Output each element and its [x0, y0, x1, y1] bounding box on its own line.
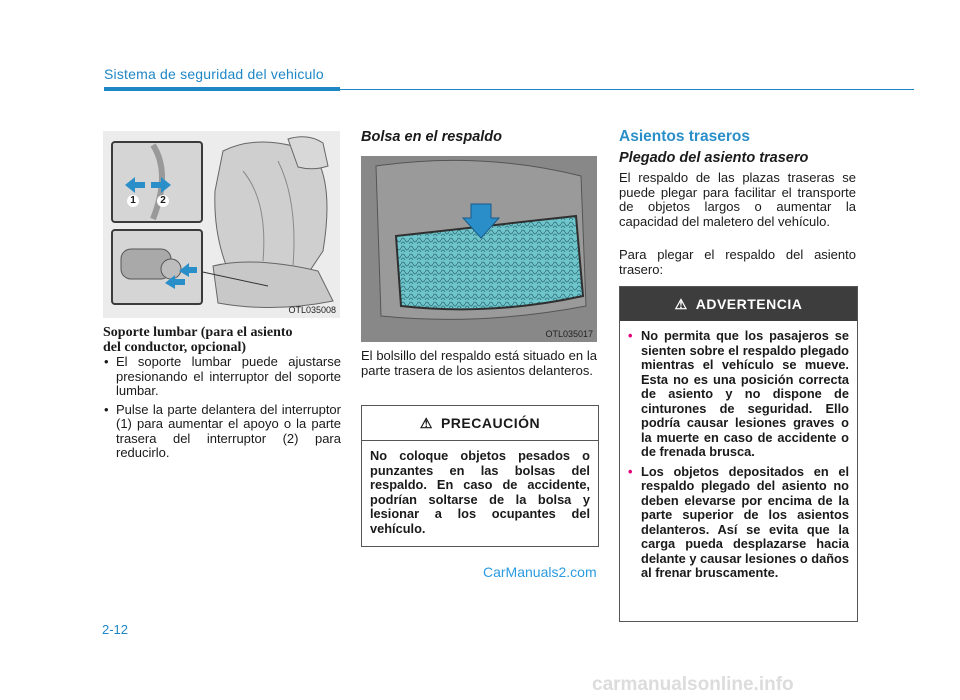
seatback-pocket-figure [361, 156, 597, 342]
caution-divider [362, 440, 598, 441]
watermark-carmanuals2[interactable]: CarManuals2.com [483, 564, 597, 580]
folding-paragraph-2: Para plegar el respaldo del asiento trasero: [619, 247, 856, 277]
backrest-pocket-body: El bolsillo del respaldo está situado en la parte trasera de los asientos delanteros. [361, 348, 597, 378]
warning-box [619, 286, 858, 622]
warning-title: ADVERTENCIA [695, 296, 803, 312]
control-arrow-icon-2 [179, 263, 197, 277]
lumbar-arrows-graphic [113, 143, 201, 221]
label-2: 2 [157, 195, 169, 207]
caution-box [361, 405, 599, 547]
arrow-left-icon [125, 177, 145, 193]
pocket-illustration [361, 156, 597, 342]
warning-list [620, 321, 857, 581]
list-item: • Los objetos depositados en el respaldo plegado del asiento no deben elevarse por encima de la parte superior de los asientos delanteros. Así se evita que la carga pueda desplazarse hacia delante y causar lesiones o daños al frenar bruscamente. [628, 465, 849, 581]
arrow-right-icon [151, 177, 171, 193]
figure-code: OTL035017 [545, 329, 593, 339]
caution-title: PRECAUCIÓN [440, 415, 541, 431]
section-title: Sistema de seguridad del vehiculo [104, 66, 324, 82]
lumbar-bullets [103, 355, 341, 465]
header-rule-thick [104, 87, 340, 91]
page-number: 2-12 [102, 622, 129, 637]
seat-control-graphic [113, 231, 201, 303]
caution-body: No coloque objetos pesados o punzantes en las bolsas del respaldo. En caso de accidente, podrían soltarse de la bolsa y lesionar a los ocupantes del vehículo. [370, 448, 590, 536]
figure-code: OTL035008 [288, 305, 336, 315]
header-rule-thin [340, 89, 914, 90]
caution-header [362, 406, 598, 440]
lumbar-support-figure [103, 131, 340, 318]
backrest-pocket-heading: Bolsa en el respaldo [361, 129, 503, 145]
warning-triangle-icon: ⚠ [419, 414, 433, 431]
list-item: • No permita que los pasajeros se sienten sobre el respaldo plegado mientras el vehículo se mueve. Esta no es una posición correcta de asiento y no dispone de cinturones de seguridad. Ello podría causar lesiones graves o la muerte en caso de accidente o de frenada brusca. [628, 329, 849, 460]
list-item: • Pulse la parte delantera del interruptor (1) para aumentar el apoyo o la parte trasera del interruptor (2) para reducirlo. [103, 403, 341, 461]
rear-seats-heading: Asientos traseros [619, 128, 750, 145]
lumbar-switch-inset [111, 141, 203, 223]
folding-heading: Plegado del asiento trasero [619, 150, 809, 166]
watermark-carmanualsonline: carmanualsonline.info [592, 674, 794, 695]
lumbar-heading: Soporte lumbar (para el asiento del conductor, opcional) [103, 325, 293, 355]
list-item: • El soporte lumbar puede ajustarse presionando el interruptor del soporte lumbar. [103, 355, 341, 399]
warning-header [620, 287, 857, 321]
label-1: 1 [127, 195, 139, 207]
seat-control-inset [111, 229, 203, 305]
folding-paragraph-1: El respaldo de las plazas traseras se puede plegar para facilitar el transporte de objetos largos o aumentar la capacidad del maletero del vehículo. [619, 170, 856, 229]
warning-triangle-icon: ⚠ [674, 295, 688, 312]
